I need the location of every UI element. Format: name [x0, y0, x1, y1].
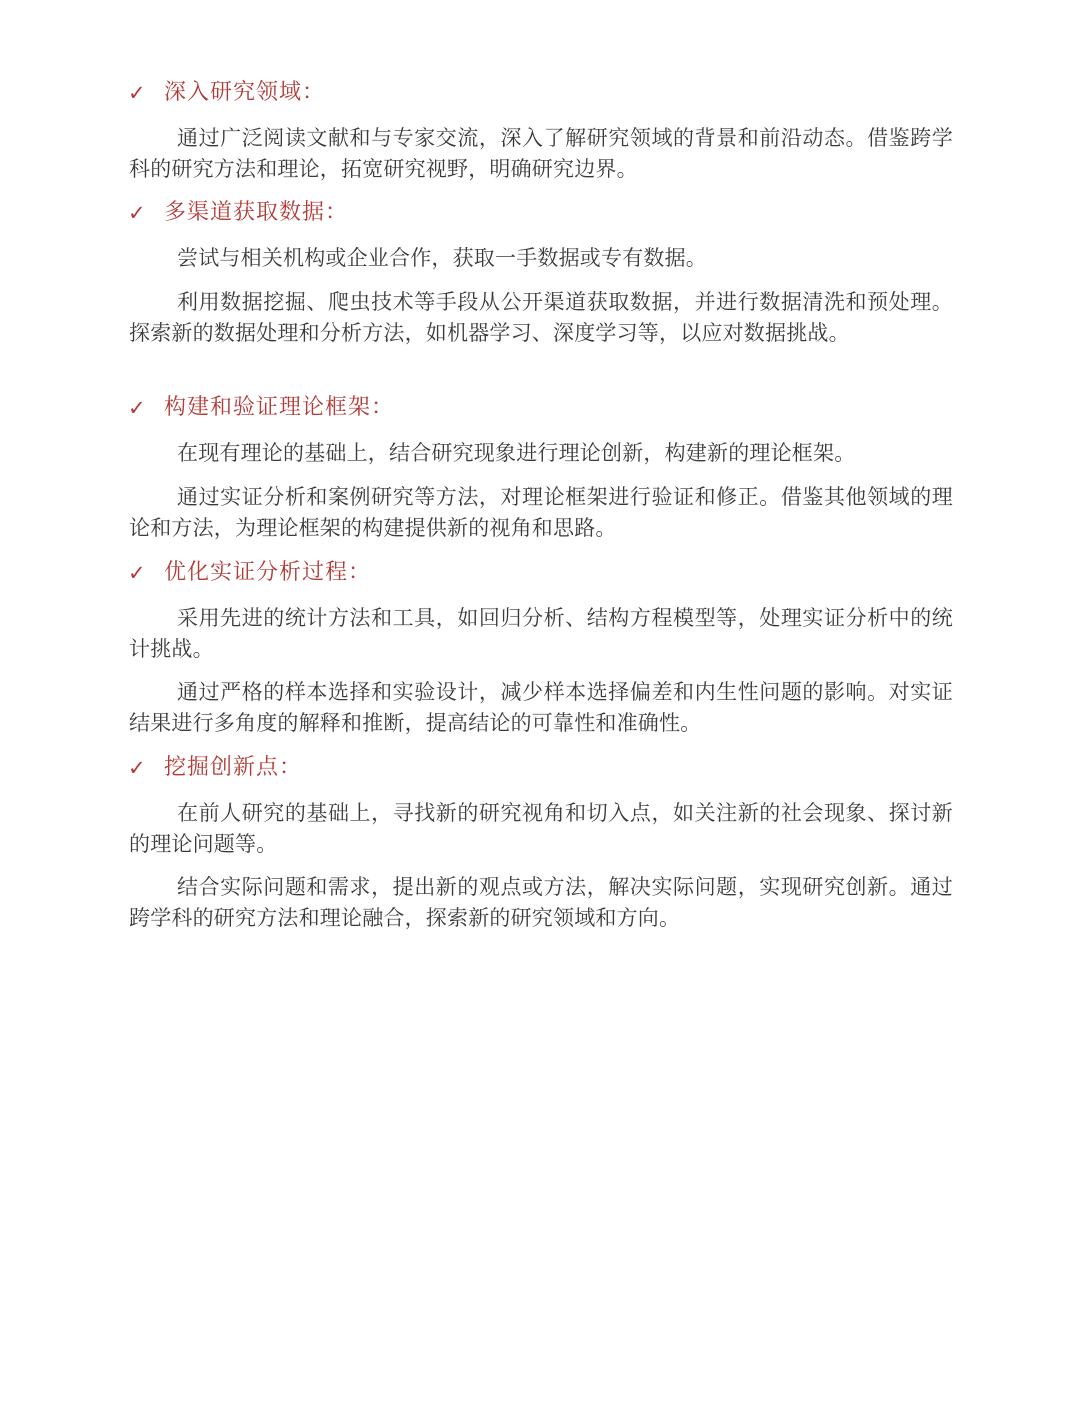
checkmark-icon: ✓: [128, 396, 147, 420]
section-heading-text: 深入研究领域：: [164, 80, 326, 105]
section-heading: [128, 195, 348, 231]
section-heading-text: 优化实证分析过程：: [164, 560, 372, 585]
body-paragraph: 在现有理论的基础上，结合研究现象进行理论创新，构建新的理论框架。: [177, 441, 856, 465]
body-paragraph: 通过广泛阅读文献和与专家交流，深入了解研究领域的背景和前沿动态。借鉴跨学科的研究方法和理论，拓宽研究视野，明确研究边界。: [129, 126, 953, 181]
section-heading: [128, 555, 371, 591]
checkmark-icon: ✓: [128, 81, 147, 105]
section-heading: [128, 75, 325, 111]
body-paragraph: 采用先进的统计方法和工具，如回归分析、结构方程模型等，处理实证分析中的统计挑战。: [129, 606, 953, 661]
checkmark-icon: ✓: [128, 201, 147, 225]
section-heading: [128, 390, 394, 426]
checkmark-icon: ✓: [128, 561, 147, 585]
body-paragraph: 通过严格的样本选择和实验设计，减少样本选择偏差和内生性问题的影响。对实证结果进行多角度的解释和推断，提高结论的可靠性和准确性。: [129, 680, 953, 735]
section-heading-text: 多渠道获取数据：: [164, 200, 349, 225]
body-paragraph: 利用数据挖掘、爬虫技术等手段从公开渠道获取数据，并进行数据清洗和预处理。探索新的数据处理和分析方法，如机器学习、深度学习等，以应对数据挑战。: [129, 290, 953, 345]
body-paragraph: 尝试与相关机构或企业合作，获取一手数据或专有数据。: [177, 246, 707, 270]
body-paragraph: 通过实证分析和案例研究等方法，对理论框架进行验证和修正。借鉴其他领域的理论和方法，为理论框架的构建提供新的视角和思路。: [129, 485, 953, 540]
body-paragraph: 结合实际问题和需求，提出新的观点或方法，解决实际问题，实现研究创新。通过跨学科的研究方法和理论融合，探索新的研究领域和方向。: [129, 875, 953, 930]
section-heading-text: 挖掘创新点：: [164, 755, 303, 780]
body-paragraph: 在前人研究的基础上，寻找新的研究视角和切入点，如关注新的社会现象、探讨新的理论问题等。: [129, 801, 953, 856]
section-heading-text: 构建和验证理论框架：: [164, 395, 395, 420]
section-heading: [128, 750, 302, 786]
checkmark-icon: ✓: [128, 756, 147, 780]
